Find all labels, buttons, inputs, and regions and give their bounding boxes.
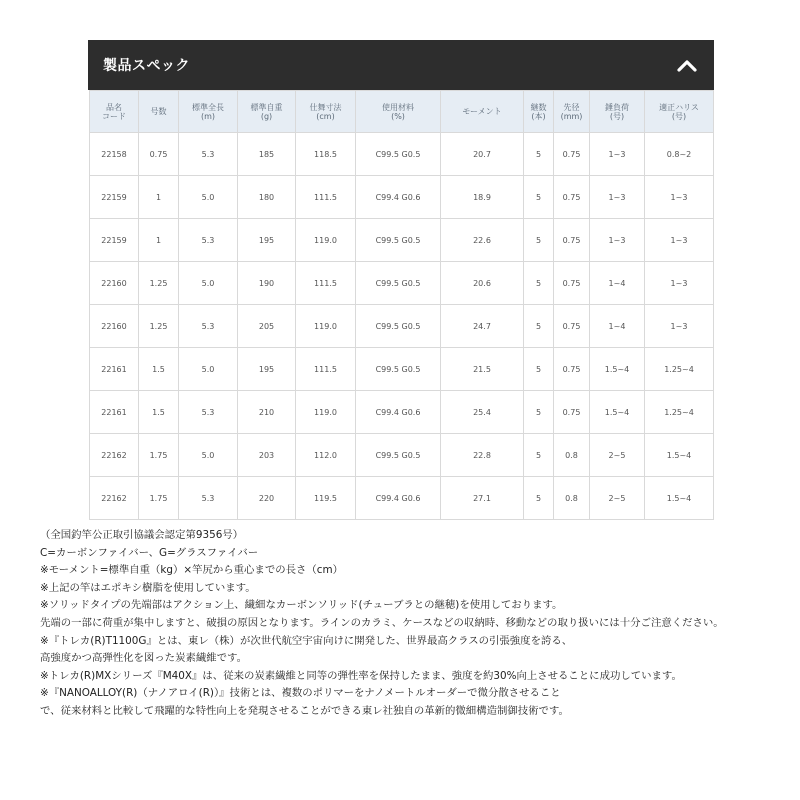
table-cell: 1 — [139, 176, 179, 219]
table-cell: 0.75 — [139, 133, 179, 176]
table-cell: 180 — [238, 176, 296, 219]
table-cell: 1~3 — [645, 305, 714, 348]
table-row — [90, 262, 714, 305]
table-cell: 5.0 — [179, 176, 238, 219]
table-cell: 119.0 — [296, 219, 356, 262]
table-cell: C99.5 G0.5 — [356, 348, 441, 391]
table-cell: 0.75 — [554, 305, 590, 348]
column-header: 継数 (本) — [524, 91, 554, 133]
table-cell: 5.3 — [179, 219, 238, 262]
column-header: 標準自重 (g) — [238, 91, 296, 133]
table-cell: 203 — [238, 434, 296, 477]
table-cell: 25.4 — [441, 391, 524, 434]
spec-panel — [88, 40, 714, 520]
table-row — [90, 348, 714, 391]
column-header: 標準全長 (m) — [179, 91, 238, 133]
table-cell: 0.8~2 — [645, 133, 714, 176]
table-cell: 1~3 — [645, 262, 714, 305]
table-cell: 1~3 — [645, 176, 714, 219]
table-cell: 27.1 — [441, 477, 524, 520]
table-cell: 0.75 — [554, 219, 590, 262]
table-cell: 22162 — [90, 477, 139, 520]
table-cell: C99.5 G0.5 — [356, 262, 441, 305]
note-line: ※トレカ(R)MXシリーズ『M40X』は、従来の炭素繊維と同等の弾性率を保持したまま、強度を約30%向上させることに成功しています。 — [40, 669, 682, 682]
table-cell: 0.8 — [554, 434, 590, 477]
notes — [40, 527, 780, 721]
table-cell: 1.5~4 — [645, 477, 714, 520]
table-cell: 20.7 — [441, 133, 524, 176]
table-cell: 1.5~4 — [590, 348, 645, 391]
table-cell: 1.5~4 — [590, 391, 645, 434]
table-cell: 111.5 — [296, 262, 356, 305]
table-cell: 5.3 — [179, 305, 238, 348]
table-cell: 22160 — [90, 305, 139, 348]
table-cell: 1.25 — [139, 262, 179, 305]
table-cell: 5.0 — [179, 348, 238, 391]
table-row — [90, 133, 714, 176]
table-body — [90, 133, 714, 520]
table-cell: 190 — [238, 262, 296, 305]
table-cell: 1.25~4 — [645, 348, 714, 391]
table-cell: 112.0 — [296, 434, 356, 477]
table-cell: 22160 — [90, 262, 139, 305]
table-cell: 1 — [139, 219, 179, 262]
table-cell: 210 — [238, 391, 296, 434]
table-cell: 5.0 — [179, 434, 238, 477]
table-cell: 22158 — [90, 133, 139, 176]
table-cell: 118.5 — [296, 133, 356, 176]
panel-title: 製品スペック — [103, 58, 190, 74]
table-row — [90, 219, 714, 262]
table-cell: 20.6 — [441, 262, 524, 305]
table-cell: C99.4 G0.6 — [356, 391, 441, 434]
table-cell: C99.5 G0.5 — [356, 434, 441, 477]
table-cell: 1.5 — [139, 348, 179, 391]
table-cell: 5 — [524, 305, 554, 348]
chevron-up-icon — [677, 58, 697, 72]
table-cell: 22161 — [90, 391, 139, 434]
table-cell: 24.7 — [441, 305, 524, 348]
table-cell: 0.75 — [554, 176, 590, 219]
column-header: 号数 — [139, 91, 179, 133]
column-header: 先径 (mm) — [554, 91, 590, 133]
table-cell: 0.75 — [554, 348, 590, 391]
table-cell: 195 — [238, 219, 296, 262]
table-cell: 5 — [524, 219, 554, 262]
note-line: 先端の一部に荷重が集中しますと、破損の原因となります。ラインのカラミ、ケースなどの収納時、移動などの取り扱いには十分ご注意ください。 — [40, 616, 724, 629]
note-line: ※『NANOALLOY(R)（ナノアロイ(R)）』技術とは、複数のポリマーをナノメートルオーダーで微分散させること — [40, 687, 561, 700]
table-cell: 22.8 — [441, 434, 524, 477]
table-cell: 22.6 — [441, 219, 524, 262]
table-cell: 1~3 — [590, 176, 645, 219]
spec-panel-header[interactable] — [88, 40, 714, 90]
table-cell: 22161 — [90, 348, 139, 391]
table-cell: 119.0 — [296, 391, 356, 434]
table-cell: 2~5 — [590, 477, 645, 520]
table-cell: 1.5~4 — [645, 434, 714, 477]
table-cell: 119.5 — [296, 477, 356, 520]
table-cell: 1.75 — [139, 477, 179, 520]
table-cell: 5 — [524, 391, 554, 434]
note-line: ※ソリッドタイプの先端部はアクション上、繊細なカーボンソリッド(チューブラとの継穂)を使用しております。 — [40, 599, 563, 612]
table-row — [90, 391, 714, 434]
table-cell: C99.5 G0.5 — [356, 305, 441, 348]
note-line: ※『トレカ(R)T1100G』とは、東レ（株）が次世代航空宇宙向けに開発した、世界最高クラスの引張強度を誇る、 — [40, 634, 573, 647]
table-header-row — [90, 91, 714, 133]
column-header: 仕舞寸法 (cm) — [296, 91, 356, 133]
column-header: 品名 コード — [90, 91, 139, 133]
table-cell: 119.0 — [296, 305, 356, 348]
table-cell: 111.5 — [296, 348, 356, 391]
column-header: 適正ハリス (号) — [645, 91, 714, 133]
column-header: 錘負荷 (号) — [590, 91, 645, 133]
table-cell: 1~4 — [590, 305, 645, 348]
table-cell: 5.3 — [179, 133, 238, 176]
table-cell: 0.75 — [554, 262, 590, 305]
table-cell: C99.5 G0.5 — [356, 133, 441, 176]
table-cell: 1.25 — [139, 305, 179, 348]
table-cell: 0.8 — [554, 477, 590, 520]
table-row — [90, 305, 714, 348]
note-line: （全国釣竿公正取引協議会認定第9356号） — [40, 529, 244, 541]
note-line: ※上記の竿はエポキシ樹脂を使用しています。 — [40, 581, 256, 594]
table-cell: C99.4 G0.6 — [356, 176, 441, 219]
collapse-button[interactable] — [674, 52, 700, 78]
table-cell: 21.5 — [441, 348, 524, 391]
table-row — [90, 434, 714, 477]
table-cell: 220 — [238, 477, 296, 520]
table-cell: 1.75 — [139, 434, 179, 477]
note-line: ※モーメント=標準自重（kg）×竿尻から重心までの長さ（cm） — [40, 564, 344, 577]
table-cell: 5.3 — [179, 477, 238, 520]
table-cell: 1~3 — [590, 133, 645, 176]
note-line: 高強度かつ高弾性化を図った炭素繊維です。 — [40, 652, 247, 665]
table-cell: 5 — [524, 477, 554, 520]
table-cell: 185 — [238, 133, 296, 176]
table-cell: 2~5 — [590, 434, 645, 477]
table-cell: 18.9 — [441, 176, 524, 219]
note-line: で、従来材料と比較して飛躍的な特性向上を発現させることができる東レ社独自の革新的微細構造制御技術です。 — [40, 704, 569, 717]
table-cell: 111.5 — [296, 176, 356, 219]
table-cell: 22159 — [90, 219, 139, 262]
table-cell: 1~3 — [645, 219, 714, 262]
table-cell: 22159 — [90, 176, 139, 219]
table-cell: 22162 — [90, 434, 139, 477]
table-cell: 5 — [524, 133, 554, 176]
column-header: 使用材料 (%) — [356, 91, 441, 133]
table-cell: 195 — [238, 348, 296, 391]
table-cell: 205 — [238, 305, 296, 348]
table-cell: 1~3 — [590, 219, 645, 262]
table-cell: 5 — [524, 434, 554, 477]
table-cell: 0.75 — [554, 391, 590, 434]
table-cell: 5 — [524, 348, 554, 391]
table-cell: 5 — [524, 176, 554, 219]
table-cell: 1.5 — [139, 391, 179, 434]
table-cell: 5.3 — [179, 391, 238, 434]
table-row — [90, 176, 714, 219]
table-cell: 1.25~4 — [645, 391, 714, 434]
table-cell: 0.75 — [554, 133, 590, 176]
table-cell: 5.0 — [179, 262, 238, 305]
table-cell: 1~4 — [590, 262, 645, 305]
column-header: モーメント — [441, 91, 524, 133]
table-cell: C99.4 G0.6 — [356, 477, 441, 520]
table-cell: C99.5 G0.5 — [356, 219, 441, 262]
note-line: C=カーボンファイバー、G=グラスファイバー — [40, 546, 259, 559]
table-cell: 5 — [524, 262, 554, 305]
table-row — [90, 477, 714, 520]
spec-table — [89, 90, 714, 520]
